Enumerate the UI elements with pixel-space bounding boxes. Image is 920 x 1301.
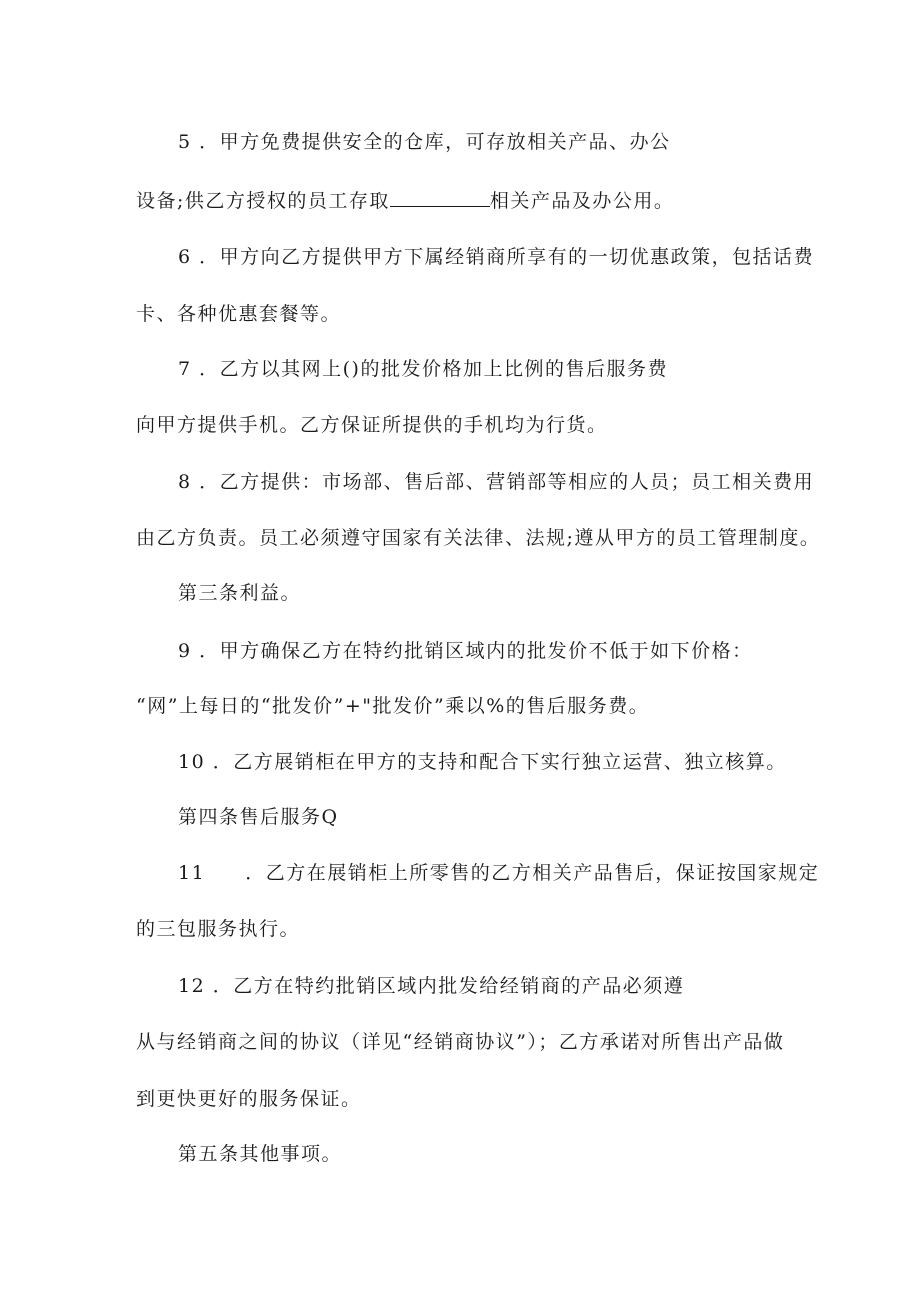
- fill-in-blank: [390, 188, 490, 207]
- clause-7-line-1: 7 ．乙方以其网上()的批发价格加上比例的售后服务费: [178, 358, 668, 380]
- clause-11-number: 11: [178, 862, 206, 884]
- clause-6-line-2: 卡、各种优惠套餐等。: [136, 303, 342, 325]
- clause-11-text: ．乙方在展销柜上所零售的乙方相关产品售后，保证按国家规定: [245, 862, 820, 884]
- clause-12-line-1: 12 ．乙方在特约批销区域内批发给经销商的产品必须遵: [178, 975, 685, 997]
- article-5-heading: 第五条其他事项。: [178, 1143, 343, 1165]
- clause-5-line-1: 5 ．甲方免费提供安全的仓库，可存放相关产品、办公: [178, 131, 671, 153]
- clause-5-line-2-end: 相关产品及办公用。: [489, 190, 675, 212]
- clause-5-line-2-start: 设备;供乙方授权的员工存取: [136, 190, 390, 212]
- clause-12-line-3: 到更快更好的服务保证。: [136, 1088, 362, 1110]
- clause-8-line-1: 8 ．乙方提供：市场部、售后部、营销部等相应的人员；员工相关费用: [178, 471, 815, 493]
- clause-12-line-2: 从与经销商之间的协议（详见“经销商协议”）；乙方承诺对所售出产品做: [136, 1031, 785, 1053]
- clause-6-line-1: 6 ．甲方向乙方提供甲方下属经销商所享有的一切优惠政策，包括话费: [178, 246, 815, 268]
- clause-5-line-2: [136, 188, 674, 213]
- clause-10-line-1: 10 ．乙方展销柜在甲方的支持和配合下实行独立运营、独立核算。: [178, 751, 787, 773]
- clause-11-line-2: 的三包服务执行。: [136, 918, 301, 940]
- clause-8-line-2: 由乙方负责。员工必须遵守国家有关法律、法规;遵从甲方的员工管理制度。: [136, 527, 821, 549]
- article-3-heading: 第三条利益。: [178, 582, 302, 604]
- clause-11-line-1: [178, 861, 819, 885]
- clause-9-line-2: “网”上每日的“批发价”+"批发价”乘以%的售后服务费。: [136, 695, 650, 717]
- clause-9-line-1: 9 ．甲方确保乙方在特约批销区域内的批发价不低于如下价格：: [178, 640, 753, 662]
- article-4-heading: 第四条售后服务Q: [178, 806, 339, 828]
- clause-7-line-2: 向甲方提供手机。乙方保证所提供的手机均为行货。: [136, 414, 608, 436]
